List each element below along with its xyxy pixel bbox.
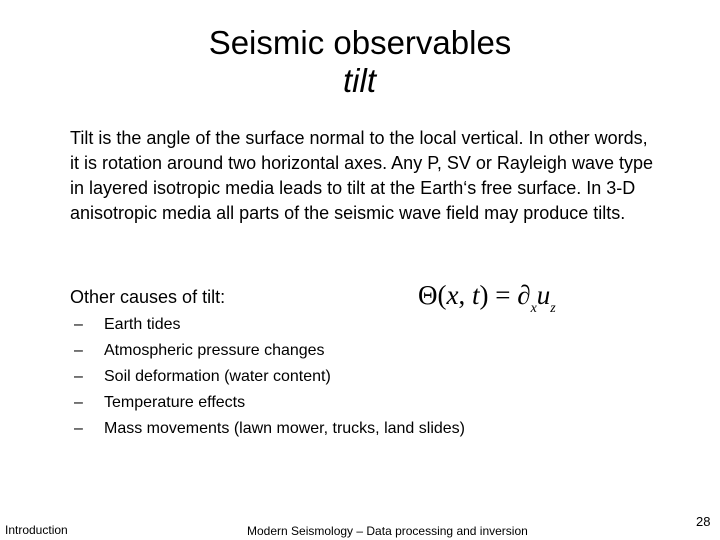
footer-section: Introduction: [5, 523, 68, 537]
cause-text: Temperature effects: [104, 394, 246, 411]
body-paragraph: Tilt is the angle of the surface normal to the local vertical. In other words, it is rotation around two horizontal axes. Any P, SV or Rayleigh wave type in layered isotropic media leads to tilt at the Earth‘s free surface. In 3-D anisotropic media all parts of the seismic wave field may produce tilts.: [70, 128, 653, 223]
slide-title: Seismic observables: [208, 24, 512, 61]
list-item: [74, 312, 465, 338]
dash-bullet: –: [74, 420, 83, 437]
title-block: [0, 24, 720, 62]
formula-sub-x: x: [530, 301, 537, 316]
dash-bullet: –: [74, 394, 83, 411]
tilt-formula: [418, 280, 556, 317]
list-item: [74, 364, 465, 390]
formula-lhs: Θ(: [418, 280, 447, 310]
cause-text: Mass movements (lawn mower, trucks, land slides): [104, 420, 465, 437]
causes-list: [74, 312, 465, 442]
formula-t: t: [471, 280, 480, 310]
list-item: [74, 416, 465, 442]
causes-heading: Other causes of tilt:: [70, 287, 226, 307]
cause-text: Earth tides: [104, 316, 181, 333]
formula-sub-z: z: [550, 301, 556, 316]
page-number: 28: [696, 514, 711, 529]
cause-text: Atmospheric pressure changes: [104, 342, 325, 359]
formula-rhs: ) = ∂: [479, 280, 531, 310]
formula-x: x: [446, 280, 459, 310]
footer-course: Modern Seismology – Data processing and inversion: [247, 524, 528, 538]
slide-subtitle: tilt: [343, 62, 376, 99]
list-item: [74, 338, 465, 364]
list-item: [74, 390, 465, 416]
dash-bullet: –: [74, 368, 83, 385]
formula-u: u: [536, 280, 551, 310]
dash-bullet: –: [74, 342, 83, 359]
dash-bullet: –: [74, 316, 83, 333]
cause-text: Soil deformation (water content): [104, 368, 331, 385]
formula-comma: ,: [458, 280, 472, 310]
